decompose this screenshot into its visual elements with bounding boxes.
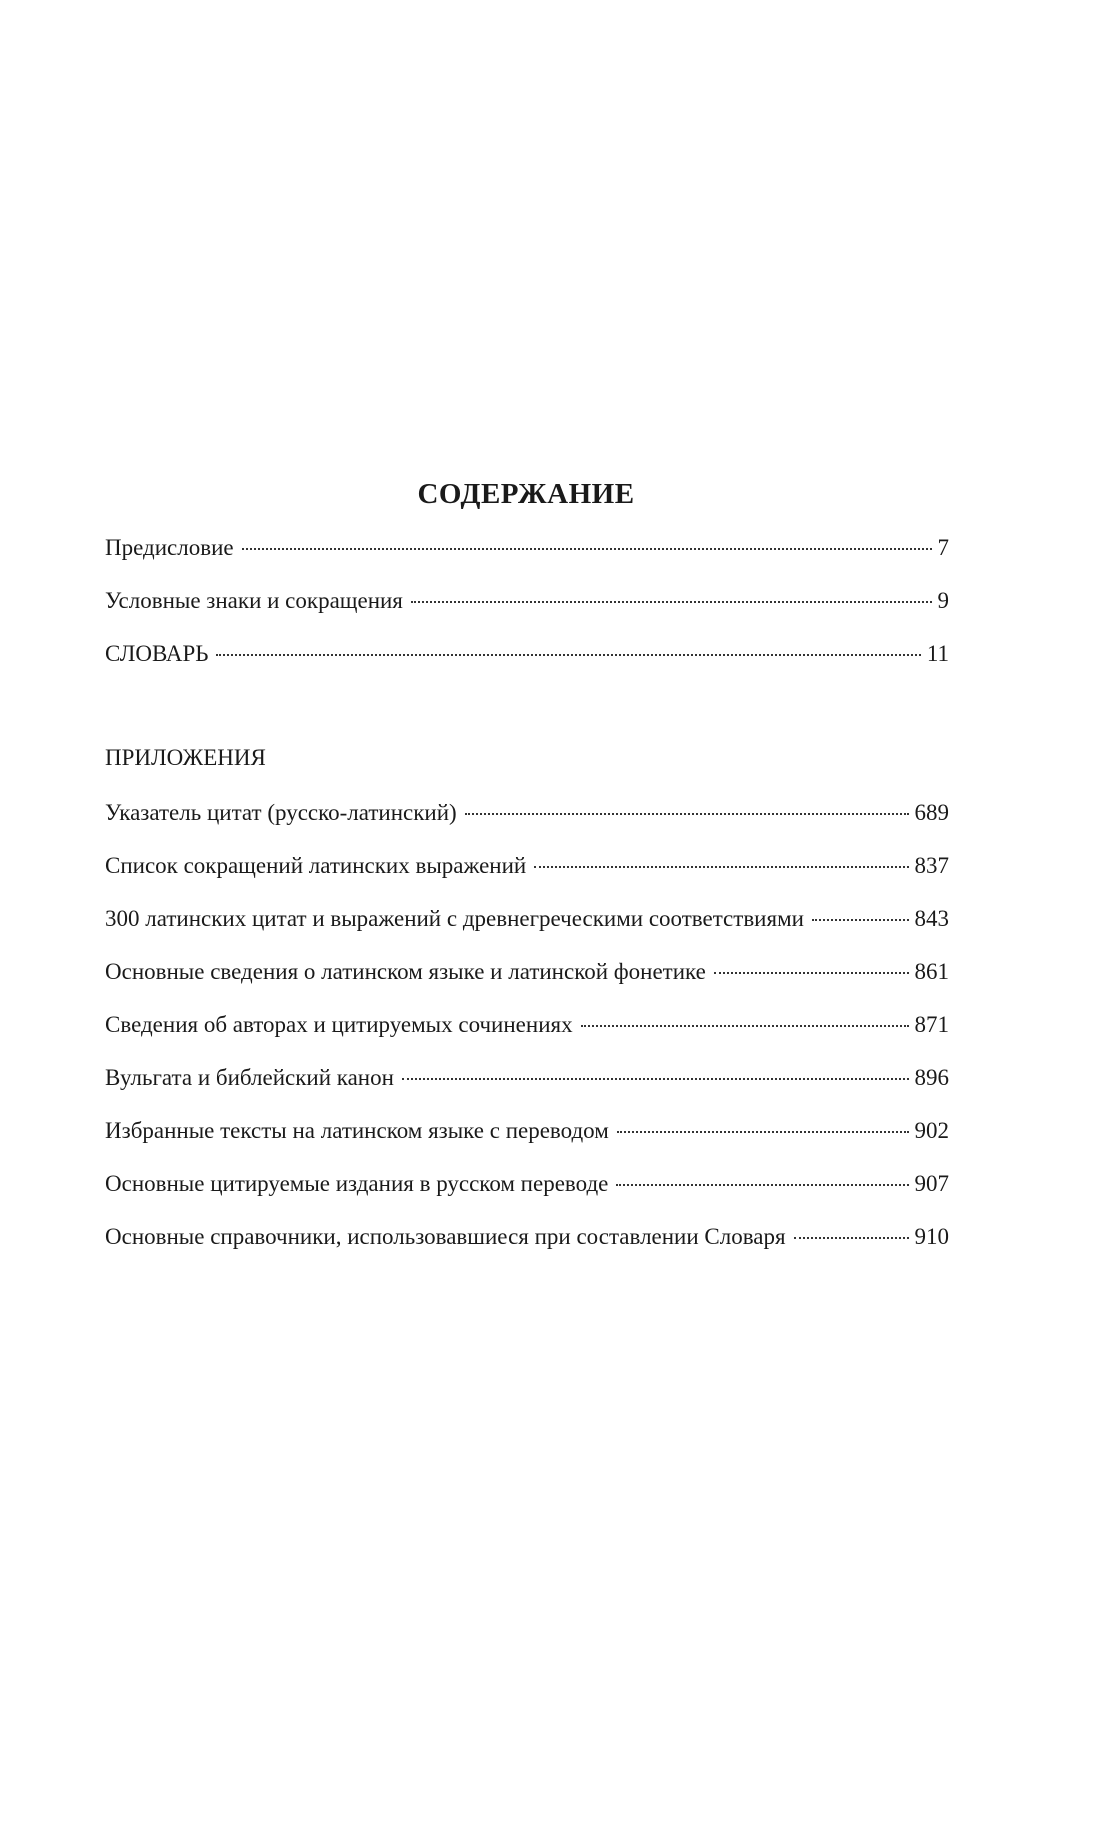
toc-entry-title: Указатель цитат (русско-латинский) bbox=[105, 800, 457, 825]
dot-leader bbox=[216, 654, 920, 656]
toc-main-list bbox=[105, 532, 949, 691]
toc-entry bbox=[105, 1221, 949, 1274]
toc-entry-title: СЛОВАРЬ bbox=[105, 641, 209, 666]
toc-entry-title: Сведения об авторах и цитируемых сочинениях bbox=[105, 1012, 573, 1037]
toc-entry bbox=[105, 903, 949, 956]
dot-leader bbox=[534, 866, 908, 868]
toc-entry-title: Основные сведения о латинском языке и латинской фонетике bbox=[105, 959, 706, 984]
toc-entry-page: 11 bbox=[926, 641, 949, 666]
toc-entry bbox=[105, 1115, 949, 1168]
dot-leader bbox=[402, 1078, 909, 1080]
dot-leader bbox=[616, 1184, 908, 1186]
dot-leader bbox=[581, 1025, 909, 1027]
toc-entry-title: Список сокращений латинских выражений bbox=[105, 853, 527, 878]
dot-leader bbox=[812, 919, 909, 921]
toc-entry-title: Избранные тексты на латинском языке с переводом bbox=[105, 1118, 609, 1143]
dot-leader bbox=[617, 1131, 909, 1133]
toc-entry bbox=[105, 1168, 949, 1221]
toc-entry bbox=[105, 1009, 949, 1062]
toc-entry bbox=[105, 1062, 949, 1115]
toc-entry-page: 907 bbox=[914, 1171, 949, 1196]
dot-leader bbox=[714, 972, 909, 974]
toc-entry-title: Условные знаки и сокращения bbox=[105, 588, 403, 613]
toc-entry-page: 896 bbox=[914, 1065, 949, 1090]
toc-entry-page: 902 bbox=[914, 1118, 949, 1143]
page-title: СОДЕРЖАНИЕ bbox=[417, 478, 635, 510]
toc-entry bbox=[105, 956, 949, 1009]
toc-entry bbox=[105, 638, 949, 691]
toc-appendix-list bbox=[105, 797, 949, 1274]
toc-entry bbox=[105, 532, 949, 585]
toc-entry-title: 300 латинских цитат и выражений с древнегреческими соответствиями bbox=[105, 906, 804, 931]
toc-entry-page: 837 bbox=[914, 853, 949, 878]
toc-entry-page: 7 bbox=[937, 535, 949, 560]
toc-entry-page: 871 bbox=[914, 1012, 949, 1037]
toc-entry-page: 689 bbox=[914, 800, 949, 825]
toc-entry-title: Основные справочники, использовавшиеся при составлении Словаря bbox=[105, 1224, 786, 1249]
toc-entry-title: Предисловие bbox=[105, 535, 234, 560]
toc-entry bbox=[105, 850, 949, 903]
dot-leader bbox=[411, 601, 932, 603]
toc-entry-page: 843 bbox=[914, 906, 949, 931]
appendix-heading: ПРИЛОЖЕНИЯ bbox=[105, 745, 266, 770]
toc-entry-page: 910 bbox=[914, 1224, 949, 1249]
toc-entry bbox=[105, 585, 949, 638]
toc-entry bbox=[105, 797, 949, 850]
toc-entry-page: 861 bbox=[914, 959, 949, 984]
dot-leader bbox=[242, 548, 932, 550]
dot-leader bbox=[794, 1237, 909, 1239]
toc-entry-title: Вульгата и библейский канон bbox=[105, 1065, 394, 1090]
dot-leader bbox=[465, 813, 909, 815]
toc-entry-page: 9 bbox=[937, 588, 949, 613]
toc-entry-title: Основные цитируемые издания в русском переводе bbox=[105, 1171, 609, 1196]
